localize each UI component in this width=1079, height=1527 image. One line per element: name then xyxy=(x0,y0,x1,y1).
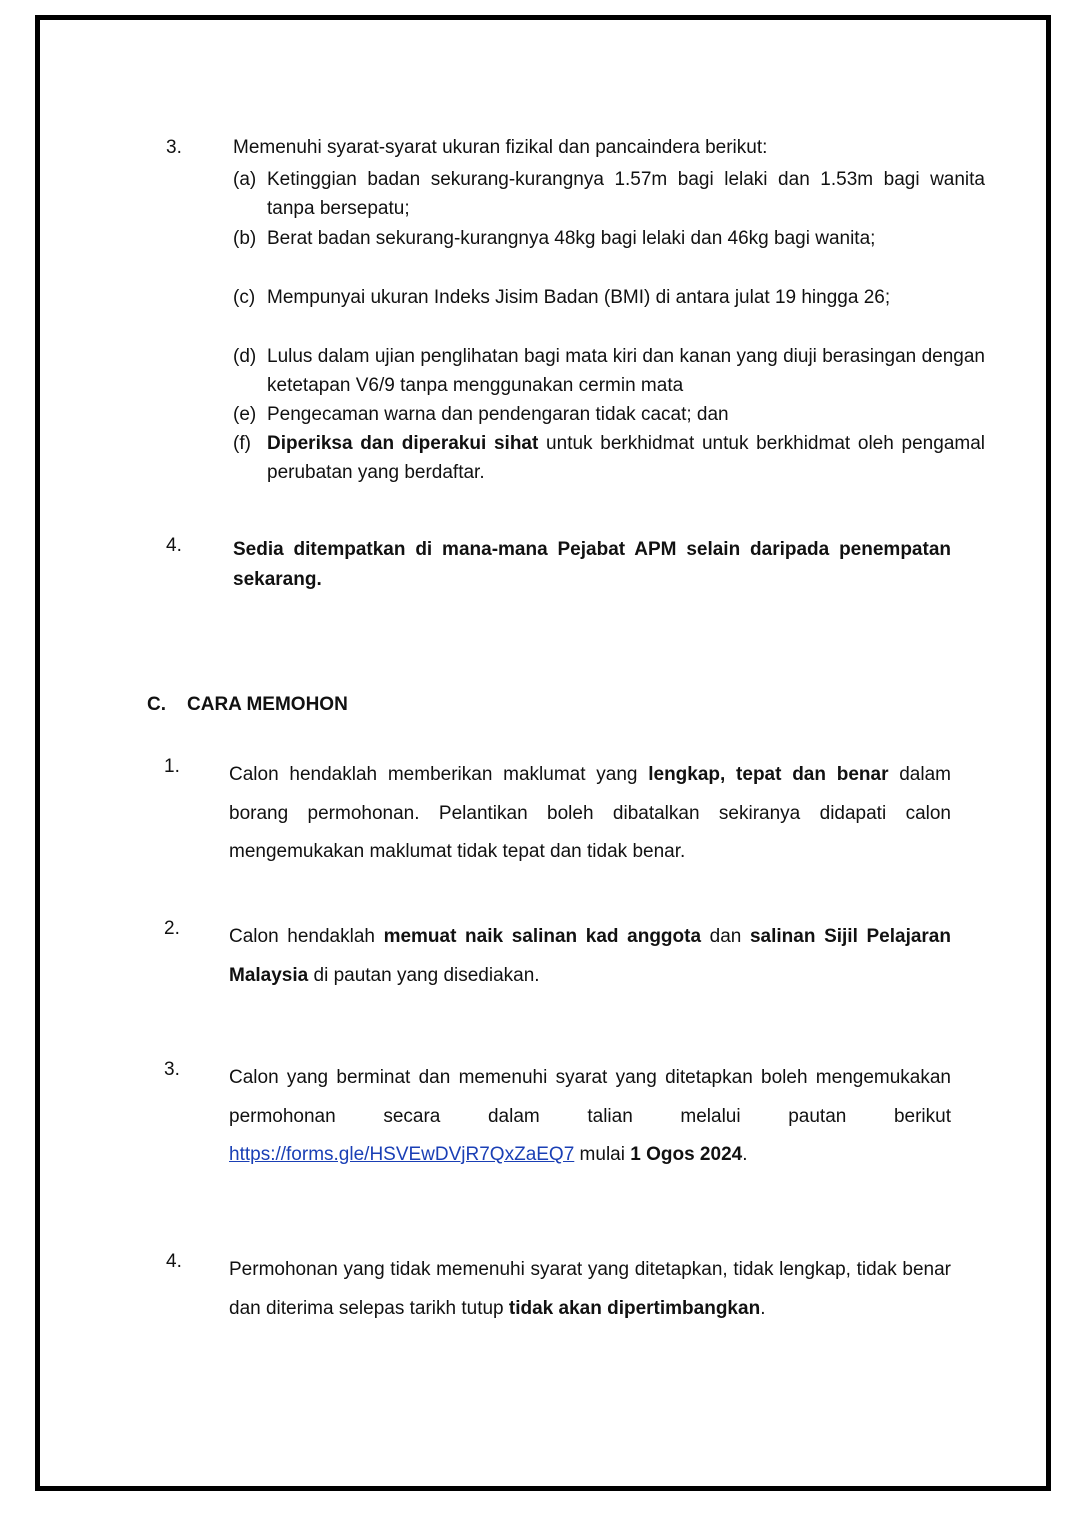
item-text: Memenuhi syarat-syarat ukuran fizikal dan pancaindera berikut: xyxy=(233,137,768,158)
item-number: 4. xyxy=(166,1251,182,1272)
subitem-text: Berat badan sekurang-kurangnya 48kg bagi lelaki dan 46kg bagi wanita; xyxy=(267,228,876,249)
subitem-text: untuk berkhidmat untuk berkhidmat oleh pengamal perubatan yang berdaftar. xyxy=(267,433,985,483)
section-title: CARA MEMOHON xyxy=(187,694,348,715)
list-item xyxy=(229,1059,951,1175)
subitem-bold: Diperiksa dan diperakui sihat xyxy=(267,433,539,454)
application-form-link[interactable]: https://forms.gle/HSVEwDVjR7QxZaEQ7 xyxy=(229,1144,575,1165)
subitem-text: Mempunyai ukuran Indeks Jisim Badan (BMI) di antara julat 19 hingga 26; xyxy=(267,287,891,308)
item-text: dalam borang permohonan. Pelantikan boleh dibatalkan sekiranya didapati calon mengemukakan maklumat tidak tepat dan tidak benar. xyxy=(229,764,951,862)
item-text: Permohonan yang tidak memenuhi syarat yang ditetapkan, tidak lengkap, tidak benar dan diterima selepas tarikh tutup xyxy=(229,1259,951,1319)
list-item xyxy=(229,1251,951,1328)
subitem-label: (c) xyxy=(233,287,256,308)
list-item xyxy=(229,918,951,995)
subitem-text: Pengecaman warna dan pendengaran tidak cacat; dan xyxy=(267,404,729,425)
subitem-text: Ketinggian badan sekurang-kurangnya 1.57m bagi lelaki dan 1.53m bagi wanita tanpa bersepatu; xyxy=(267,169,985,219)
subitem-a xyxy=(233,165,985,223)
item-number: 4. xyxy=(166,535,182,556)
subitem-text: Lulus dalam ujian penglihatan bagi mata kiri dan kanan yang diuji berasingan dengan ketetapan V6/9 tanpa menggunakan cermin mata xyxy=(267,346,985,396)
subitem-e xyxy=(233,400,985,429)
item-text: Calon hendaklah xyxy=(229,926,384,947)
item-number: 1. xyxy=(164,756,180,777)
subitem-d xyxy=(233,342,985,400)
subitem-label: (f) xyxy=(233,433,251,454)
item-text: Calon hendaklah memberikan maklumat yang xyxy=(229,764,649,785)
subitem-label: (a) xyxy=(233,169,257,190)
item-bold: salinan Sijil Pelajaran Malaysia xyxy=(229,926,951,986)
item-number: 3. xyxy=(164,1059,180,1080)
item-bold: tidak akan dipertimbangkan xyxy=(508,1297,761,1319)
item-text: dan xyxy=(701,926,750,947)
subitem-label: (e) xyxy=(233,404,257,425)
list-item xyxy=(229,756,951,872)
subitem-label: (d) xyxy=(233,346,257,367)
item-text: mulai xyxy=(574,1144,631,1165)
item-bold: 1 Ogos 2024 xyxy=(630,1144,743,1165)
section-heading xyxy=(147,694,348,716)
item-text: Calon yang berminat dan memenuhi syarat yang ditetapkan boleh mengemukakan permohonan secara dalam talian melalui pautan berikut xyxy=(229,1067,951,1127)
item-bold: lengkap, tepat dan benar xyxy=(648,764,889,785)
item-bold: memuat naik salinan kad anggota xyxy=(383,926,702,947)
item-text: . xyxy=(760,1297,766,1319)
section-letter: C. xyxy=(147,694,166,715)
subitem-b xyxy=(233,224,985,253)
item-text: . xyxy=(742,1144,748,1165)
item-number: 3. xyxy=(166,137,182,158)
item-text: di pautan yang disediakan. xyxy=(308,964,540,986)
subitem-c xyxy=(233,283,985,312)
item-text-bold: Sedia ditempatkan di mana-mana Pejabat APM selain daripada penempatan sekarang. xyxy=(233,539,951,590)
subitem-f xyxy=(233,429,985,487)
subitem-label: (b) xyxy=(233,228,257,249)
item-number: 2. xyxy=(164,918,180,939)
